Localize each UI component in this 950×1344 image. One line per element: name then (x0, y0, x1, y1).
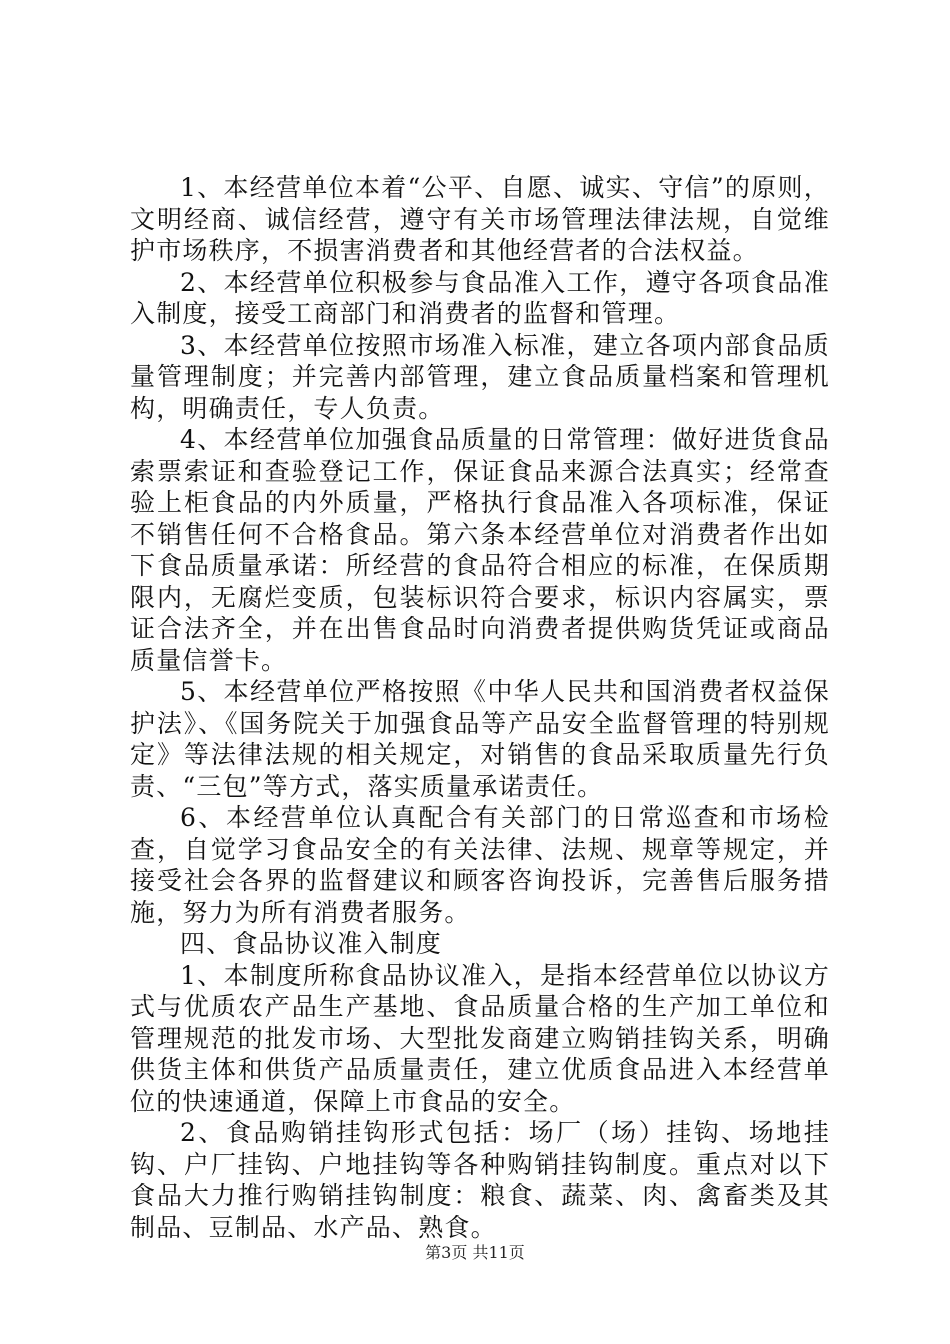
paragraph-4: 4、本经营单位加强食品质量的日常管理：做好进货食品索票索证和查验登记工作，保证食品来源合法真实；经常查验上柜食品的内外质量，严格执行食品准入各项标准，保证不销售任何不合格食品。第六条本经营单位对消费者作出如下食品质量承诺：所经营的食品符合相应的标准，在保质期限内，无腐烂变质，包装标识符合要求，标识内容属实，票证合法齐全，并在出售食品时向消费者提供购货凭证或商品质量信誉卡。 (130, 425, 830, 675)
section-heading: 四、食品协议准入制度 (180, 929, 443, 958)
paragraph-5: 5、本经营单位严格按照《中华人民共和国消费者权益保护法》、《国务院关于加强食品等产品安全监督管理的特别规定》等法律法规的相关规定，对销售的食品采取质量先行负责、“三包”等方式，落实质量承诺责任。 (130, 677, 830, 801)
paragraph-1: 1、本经营单位本着“公平、自愿、诚实、守信”的原则，文明经商、诚信经营，遵守有关市场管理法律法规，自觉维护市场秩序，不损害消费者和其他经营者的合法权益。 (130, 173, 830, 265)
paragraph-8: 2、食品购销挂钩形式包括：场厂（场）挂钩、场地挂钩、户厂挂钩、户地挂钩等各种购销挂钩制度。重点对以下食品大力推行购销挂钩制度：粮食、蔬菜、肉、禽畜类及其制品、豆制品、水产品、熟食。 (130, 1118, 830, 1242)
page-number-footer: 第3页 共11页 (425, 1243, 525, 1262)
document-body (130, 172, 830, 1243)
paragraph-7: 1、本制度所称食品协议准入，是指本经营单位以协议方式与优质农产品生产基地、食品质量合格的生产加工单位和管理规范的批发市场、大型批发商建立购销挂钩关系，明确供货主体和供货产品质量责任，建立优质食品进入本经营单位的快速通道，保障上市食品的安全。 (130, 960, 830, 1116)
paragraph-3: 3、本经营单位按照市场准入标准，建立各项内部食品质量管理制度；并完善内部管理，建立食品质量档案和管理机构，明确责任，专人负责。 (130, 330, 830, 423)
paragraph-6: 6、本经营单位认真配合有关部门的日常巡查和市场检查，自觉学习食品安全的有关法律、法规、规章等规定，并接受社会各界的监督建议和顾客咨询投诉，完善售后服务措施，努力为所有消费者服务。 (130, 803, 830, 927)
paragraph-2: 2、本经营单位积极参与食品准入工作，遵守各项食品准入制度，接受工商部门和消费者的监督和管理。 (130, 267, 830, 328)
